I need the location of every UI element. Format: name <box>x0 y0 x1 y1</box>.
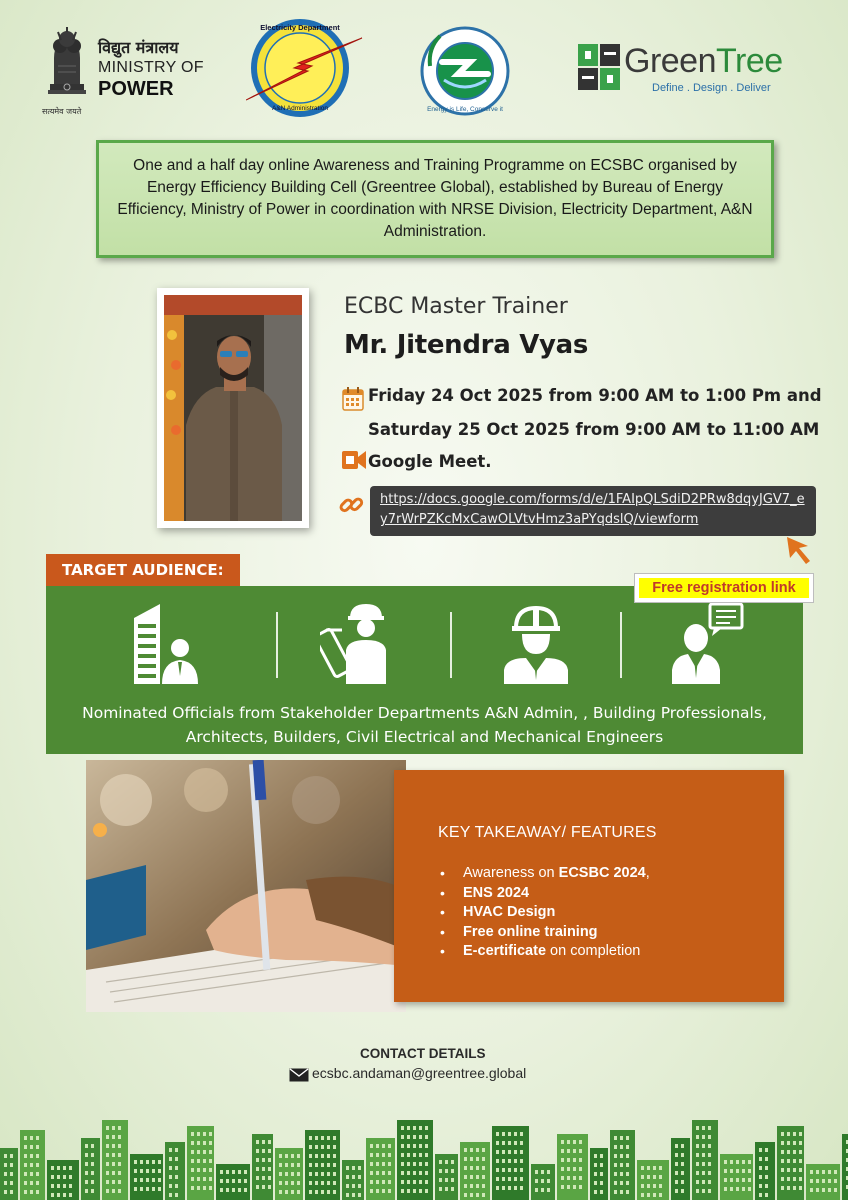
contact-email[interactable]: ecsbc.andaman@greentree.global <box>312 1065 527 1081</box>
schedule-day1: Friday 24 Oct 2025 from 9:00 AM to 1:00 Pm and <box>368 386 822 405</box>
cursor-arrow-icon <box>784 534 814 566</box>
feature-bold: E-certificate <box>463 943 547 959</box>
trainer-name: Mr. Jitendra Vyas <box>344 330 589 360</box>
feature-item <box>440 884 650 904</box>
feature-bold: HVAC Design <box>463 904 556 920</box>
google-meet-icon <box>342 449 366 471</box>
meeting-platform: Google Meet. <box>368 452 492 471</box>
greentree-logo <box>578 42 808 102</box>
ministry-name-line2: POWER <box>98 78 174 100</box>
free-registration-badge[interactable] <box>634 573 814 603</box>
presenter-icon <box>666 600 746 684</box>
audience-divider <box>276 612 278 678</box>
features-list <box>440 864 650 962</box>
svg-text:Energy is Life, Conserve it: Energy is Life, Conserve it <box>427 106 503 113</box>
svg-text:A&N Administration: A&N Administration <box>272 105 328 112</box>
writing-photo <box>86 760 406 1012</box>
feature-prefix: Awareness on <box>463 865 559 881</box>
trainer-photo <box>157 288 309 528</box>
engineer-icon <box>496 600 576 684</box>
ministry-of-power-logo <box>44 26 214 120</box>
svg-text:Electricity Department: Electricity Department <box>260 23 340 32</box>
target-audience-description: Nominated Officials from Stakeholder Departments A&N Admin, , Building Professionals, Architects, Builders, Civil Electrical and Mechanical Engineers <box>46 696 803 754</box>
registration-link[interactable]: https://docs.google.com/forms/d/e/1FAIpQLSdiD2PRw8dqyJGV7_ey7rWrPZKcMxCawOLVtvHmz3aPYqdslQ/viewform <box>380 492 805 527</box>
trainer-role: ECBC Master Trainer <box>344 294 568 319</box>
electricity-department-logo <box>246 16 366 120</box>
schedule-day2: Saturday 25 Oct 2025 from 9:00 AM to 11:00 AM <box>368 420 820 439</box>
envelope-icon <box>289 1068 309 1082</box>
feature-item <box>440 942 650 962</box>
feature-item <box>440 903 650 923</box>
audience-divider <box>450 612 452 678</box>
feature-item <box>440 923 650 943</box>
ministry-hindi-name: विद्युत मंत्रालय <box>98 38 179 57</box>
features-title: KEY TAKEAWAY/ FEATURES <box>438 824 657 841</box>
greentree-name-part1: Green <box>624 42 716 80</box>
feature-suffix: , <box>645 865 650 881</box>
greentree-name-part2: Tree <box>716 42 783 80</box>
contact-title: CONTACT DETAILS <box>360 1046 486 1061</box>
feature-bold: Free online training <box>463 923 598 940</box>
programme-intro-box <box>96 140 774 258</box>
bee-logo <box>420 18 510 124</box>
greentree-tagline: Define . Design . Deliver <box>652 82 771 94</box>
ministry-name-line1: MINISTRY OF <box>98 59 204 76</box>
greentree-name <box>624 42 783 81</box>
feature-suffix: on completion <box>546 943 641 959</box>
link-icon <box>338 492 364 518</box>
registration-link-box[interactable] <box>370 486 816 536</box>
feature-bold: ENS 2024 <box>463 884 530 901</box>
emblem-motto: सत्यमेव जयते <box>42 107 82 116</box>
features-box <box>394 770 784 1002</box>
feature-item <box>440 864 650 884</box>
target-audience-label: TARGET AUDIENCE: <box>46 554 240 586</box>
free-registration-label[interactable]: Free registration link <box>639 578 809 598</box>
programme-intro-text: One and a half day online Awareness and Training Programme on ECSBC organised by Energy Efficiency Building Cell (Greentree Global), established by Bureau of Energy Efficiency, Ministry of Power in coordination with NRSE Division, Electricity Department, A&N Administration. <box>117 157 753 240</box>
city-skyline-decoration <box>0 1108 848 1200</box>
calendar-icon <box>342 387 364 411</box>
national-emblem-icon <box>44 26 90 104</box>
greentree-mark-icon <box>578 44 620 90</box>
trainer-photo-image <box>164 295 302 521</box>
audience-divider <box>620 612 622 678</box>
officials-building-icon <box>126 600 206 684</box>
architect-icon <box>320 600 400 684</box>
feature-bold: ECSBC 2024 <box>558 865 646 881</box>
